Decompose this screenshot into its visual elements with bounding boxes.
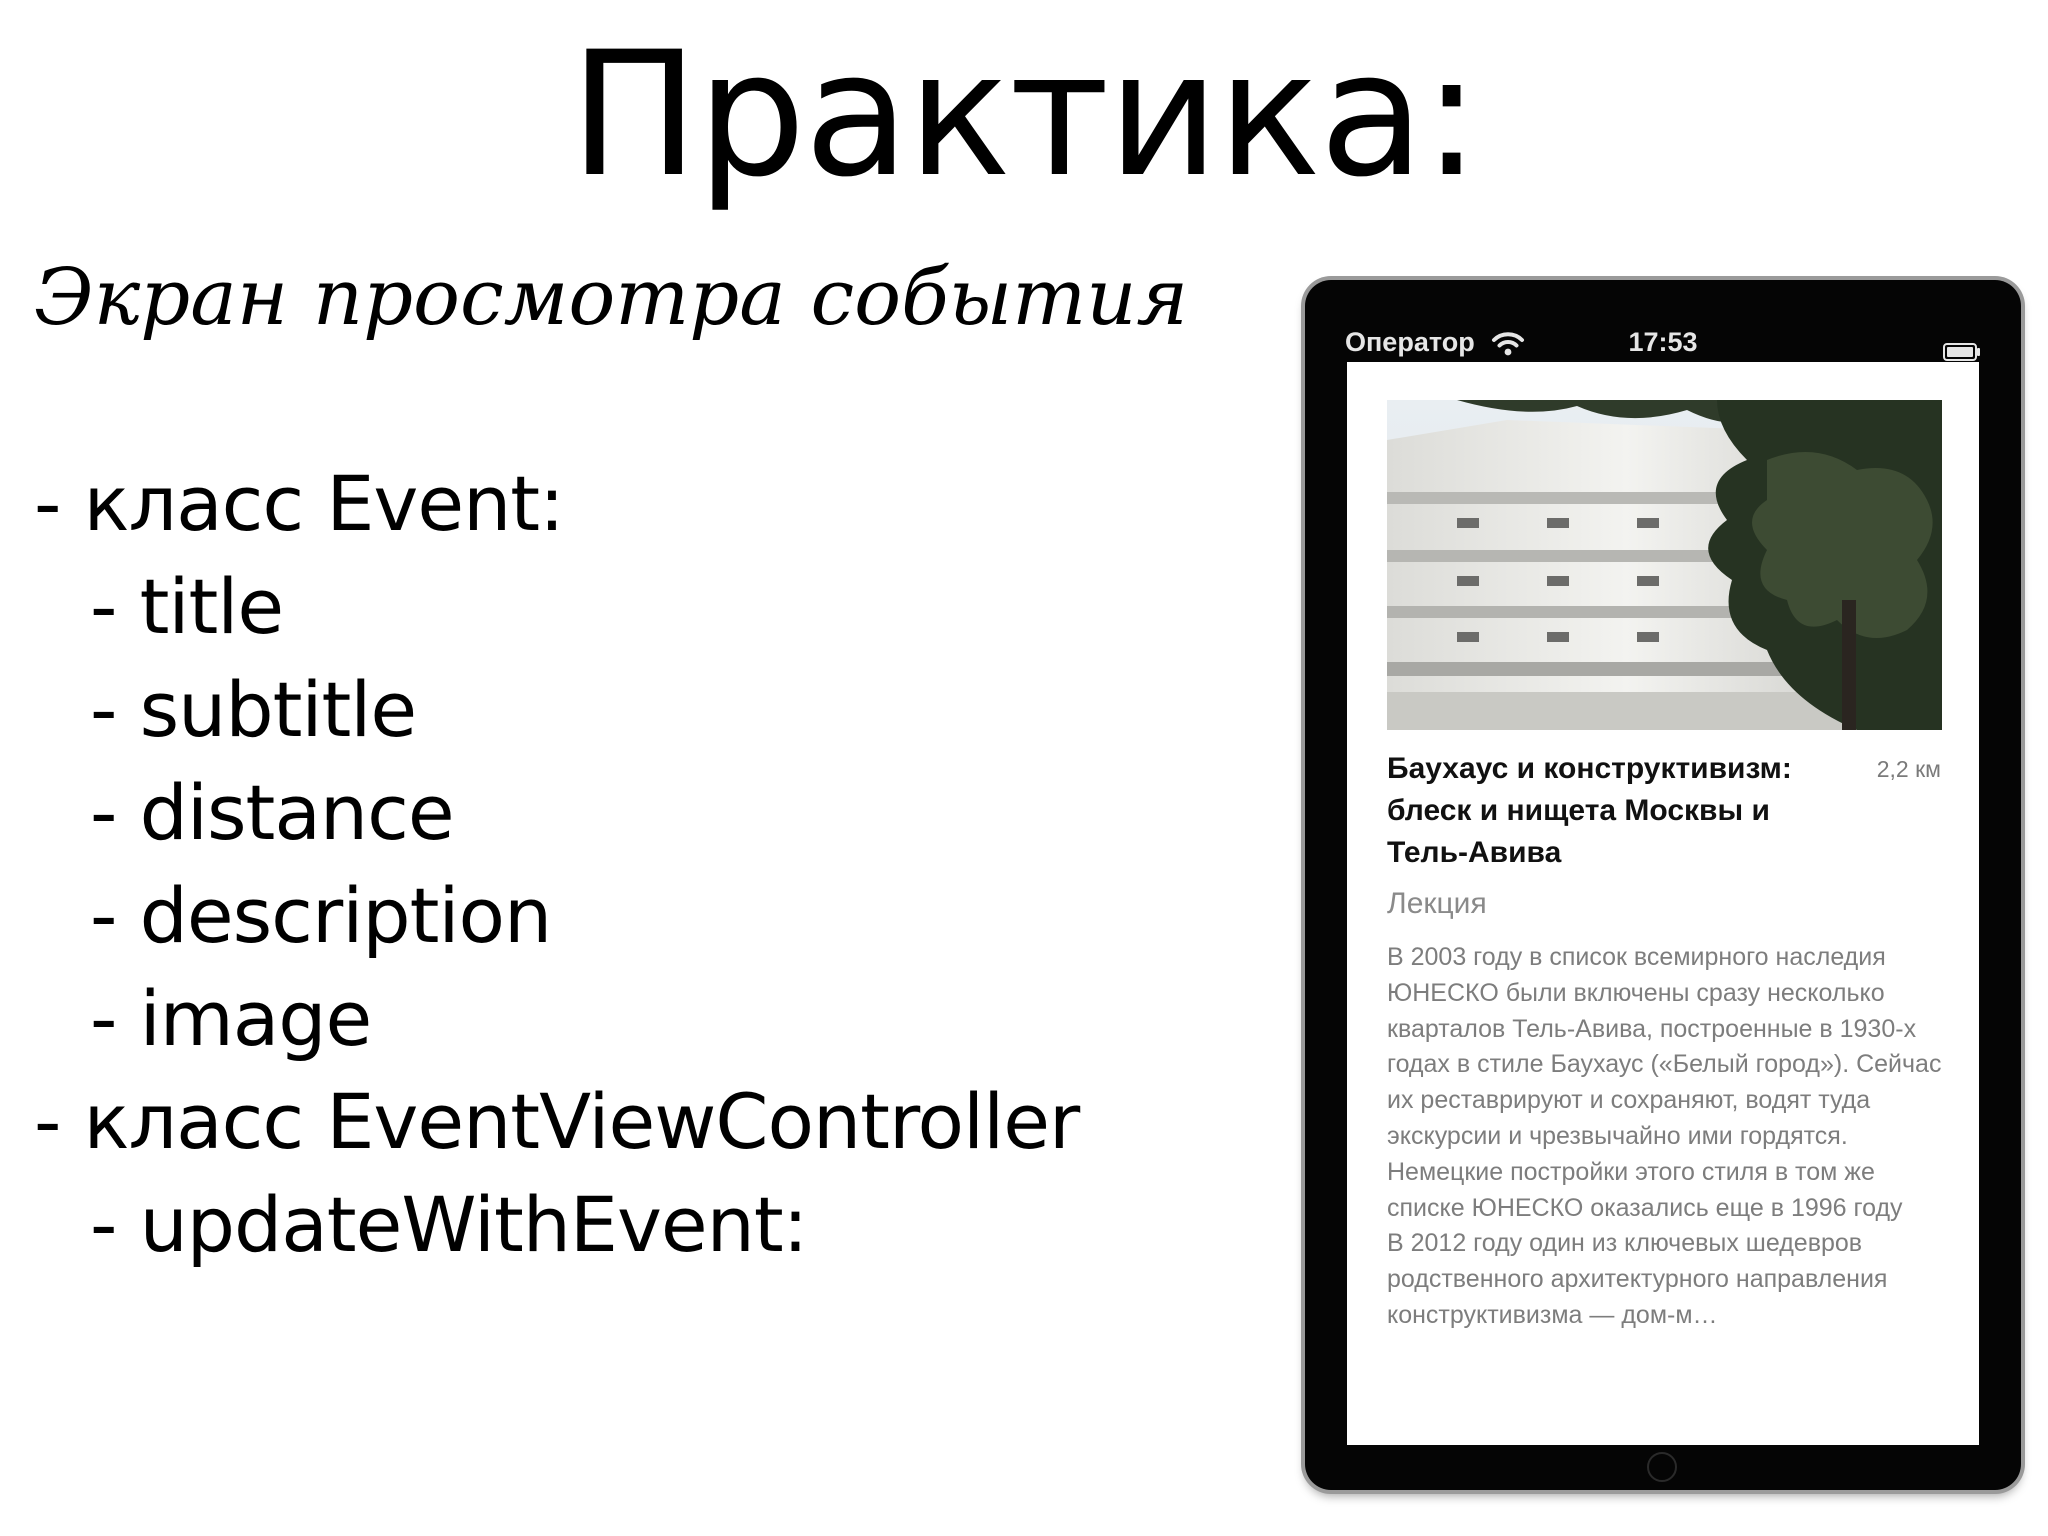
carrier-name: Оператор xyxy=(1345,327,1475,357)
status-bar xyxy=(1345,322,1981,362)
slide-title: Практика: xyxy=(569,14,1479,215)
outline-item: - description xyxy=(90,871,552,960)
event-type: Лекция xyxy=(1387,887,1487,920)
event-image xyxy=(1387,400,1942,730)
outline-item: - image xyxy=(90,974,372,1063)
event-description: В 2003 году в список всемирного наследия ЮНЕСКО были включены сразу несколько кварталов Тель-Авива, построенные в 1930-х годах в стиле Баухаус («Белый город»). Сейчас их реставрируют и сохраняют, водят туда экскурсии и чрезвычайно ими гордятся. Немецкие постройки этого стиля в том же списке ЮНЕСКО оказались еще в 1996 году В 2012 году один из ключевых шедевров родственного архитектурного направления конструктивизма — дом-м… xyxy=(1387,943,1942,1329)
outline-item: - distance xyxy=(90,768,454,857)
outline-item: - title xyxy=(90,562,284,651)
home-button[interactable] xyxy=(1647,1452,1677,1482)
slide-subtitle: Экран просмотра события xyxy=(34,253,1189,343)
tablet-device xyxy=(1305,280,2021,1490)
event-distance: 2,2 км xyxy=(1876,756,1941,782)
outline-item: - класс Event: xyxy=(34,459,564,548)
event-screen[interactable] xyxy=(1347,362,1979,1445)
event-title: Баухаус и конструктивизм: блеск и нищета Москвы и Тель-Авива xyxy=(1387,752,1792,869)
outline-item: - subtitle xyxy=(90,665,417,754)
outline-item: - класс EventViewController xyxy=(34,1077,1080,1166)
status-clock: 17:53 xyxy=(1628,327,1698,357)
outline-list xyxy=(34,452,1079,1276)
outline-item: - updateWithEvent: xyxy=(90,1180,808,1269)
battery-icon xyxy=(1943,332,1981,350)
